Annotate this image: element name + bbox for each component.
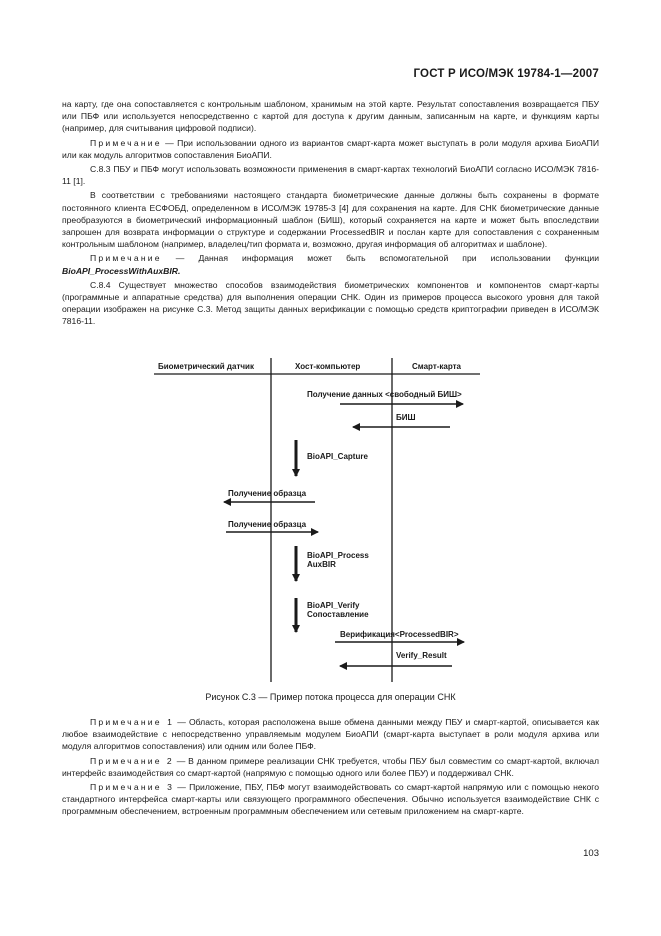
function-name: BioAPI_ProcessWithAuxBIR. xyxy=(62,265,181,276)
note-paragraph-2 xyxy=(62,252,599,276)
message-capture: BioAPI_Capture xyxy=(307,452,368,461)
document-header: ГОСТ Р ИСО/МЭК 19784-1—2007 xyxy=(413,68,599,80)
notes-section xyxy=(62,716,599,818)
note-3-text: — Приложение, ПБУ, ПБФ могут взаимодействовать со смарт-картой напрямую или с помощью некого стандартного интерфейса смарт-карты или связующего программного обеспечения. Обычно используется взаимодействие СНК с программным обеспечением, встроенным программным обеспечением или сетевым приложением на смарт-карте. xyxy=(62,782,599,817)
message-process-line2: AuxBIR xyxy=(307,560,336,569)
note-1-label: Примечание 1 xyxy=(90,717,175,727)
note-text: — При использовании одного из вариантов смарт-карта может выступать в роли модуля архива БиоАПИ или как модуль алгоритмов сопоставления БиоАПИ. xyxy=(62,137,599,160)
message-verification: Верификация<ProcessedBIR> xyxy=(340,630,459,639)
note-2 xyxy=(62,755,599,779)
note-2-text: — В данном примере реализации СНК требуется, чтобы ПБУ был совместим со смарт-картой, включал интерфейс взаимодействия со смарт-картой (напрямую с помощью одного или более ПБУ) и поддерживал СНК. xyxy=(62,755,599,778)
note-1 xyxy=(62,716,599,753)
sequence-diagram xyxy=(150,352,600,682)
column-label-sensor: Биометрический датчик xyxy=(158,362,254,371)
message-bish: БИШ xyxy=(396,413,416,422)
note-2-label: Примечание 2 xyxy=(90,755,174,766)
note-label: Примечание xyxy=(90,137,162,148)
paragraph-continuation: на карту, где она сопоставляется с контрольным шаблоном, хранимым на этой карте. Результат сопоставления возвращается ПБУ или ПБФ или используется непосредственно с картой для доступа к другим данным, записанным на карте, и функциям карты (например, для считывания цифровой подписи). xyxy=(62,99,599,134)
paragraph-requirements: В соответствии с требованиями настоящего стандарта биометрические данные должны быть сохранены в формате постоянного клиента ЕСФОБД, определенном в ИСО/МЭК 19785-3 [4] для сохранения на карте. Для СНК биометрические данные преобразуются в биометрический информационный шаблон (БИШ), который сохраняется на карте и может быть впоследствии запрошен для возврата информации о структуре и содержании ProcessedBIR и послан карте для сопоставления с сохраненным контрольным шаблоном (например, владелец/тип формата и, возможно, другая информация об алгоритмах и шаблоне). xyxy=(62,190,599,250)
column-label-card: Смарт-карта xyxy=(412,362,462,371)
note-1-text: — Область, которая расположена выше обмена данными между ПБУ и смарт-картой, описывается как любое взаимодействие с непосредственно управляемым модулем БиоАПИ (смарт-карта выступает в роли модуля архива или модуля алгоритмов сопоставления) или одним или более ПБФ. xyxy=(62,717,599,752)
message-process-line1: BioAPI_Process xyxy=(307,551,369,560)
sequence-diagram-svg xyxy=(150,352,600,682)
note-3-label: Примечание 3 xyxy=(90,782,175,793)
note-3 xyxy=(62,781,599,818)
message-verify-line2: Сопоставление xyxy=(307,610,369,619)
body-text xyxy=(62,98,599,328)
paragraph-c83: С.8.3 ПБУ и ПБФ могут использовать возможности применения в смарт-картах технологий БиоАПИ согласно ИСО/МЭК 7816-11 [1]. xyxy=(62,164,599,187)
figure-caption: Рисунок С.3 — Пример потока процесса для операции СНК xyxy=(205,692,456,702)
note-label-2: Примечание xyxy=(90,253,162,264)
page-number: 103 xyxy=(583,848,599,859)
column-label-host: Хост-компьютер xyxy=(295,362,361,371)
note-text-2: — Данная информация может быть вспомогательной при использовании функции xyxy=(161,253,599,264)
message-verify-line1: BioAPI_Verify xyxy=(307,601,360,610)
paragraph-c84: С.8.4 Существует множество способов взаимодействия биометрических компонентов и компонентов смарт-карты (программные и аппаратные средства) для выполнения операции СНК. Один из примеров процесса высокого уровня для такой операции изображен на рисунке С.3. Метод защиты данных верификации с помощью средств криптографии приведен в ИСО/МЭК 7816-11. xyxy=(62,279,599,327)
message-get-sample-1: Получение образца xyxy=(228,489,307,498)
message-get-data: Получение данных <свободный БИШ> xyxy=(307,390,462,399)
note-paragraph xyxy=(62,137,599,161)
message-verify-result: Verify_Result xyxy=(396,651,447,660)
message-get-sample-2: Получение образца xyxy=(228,520,307,529)
